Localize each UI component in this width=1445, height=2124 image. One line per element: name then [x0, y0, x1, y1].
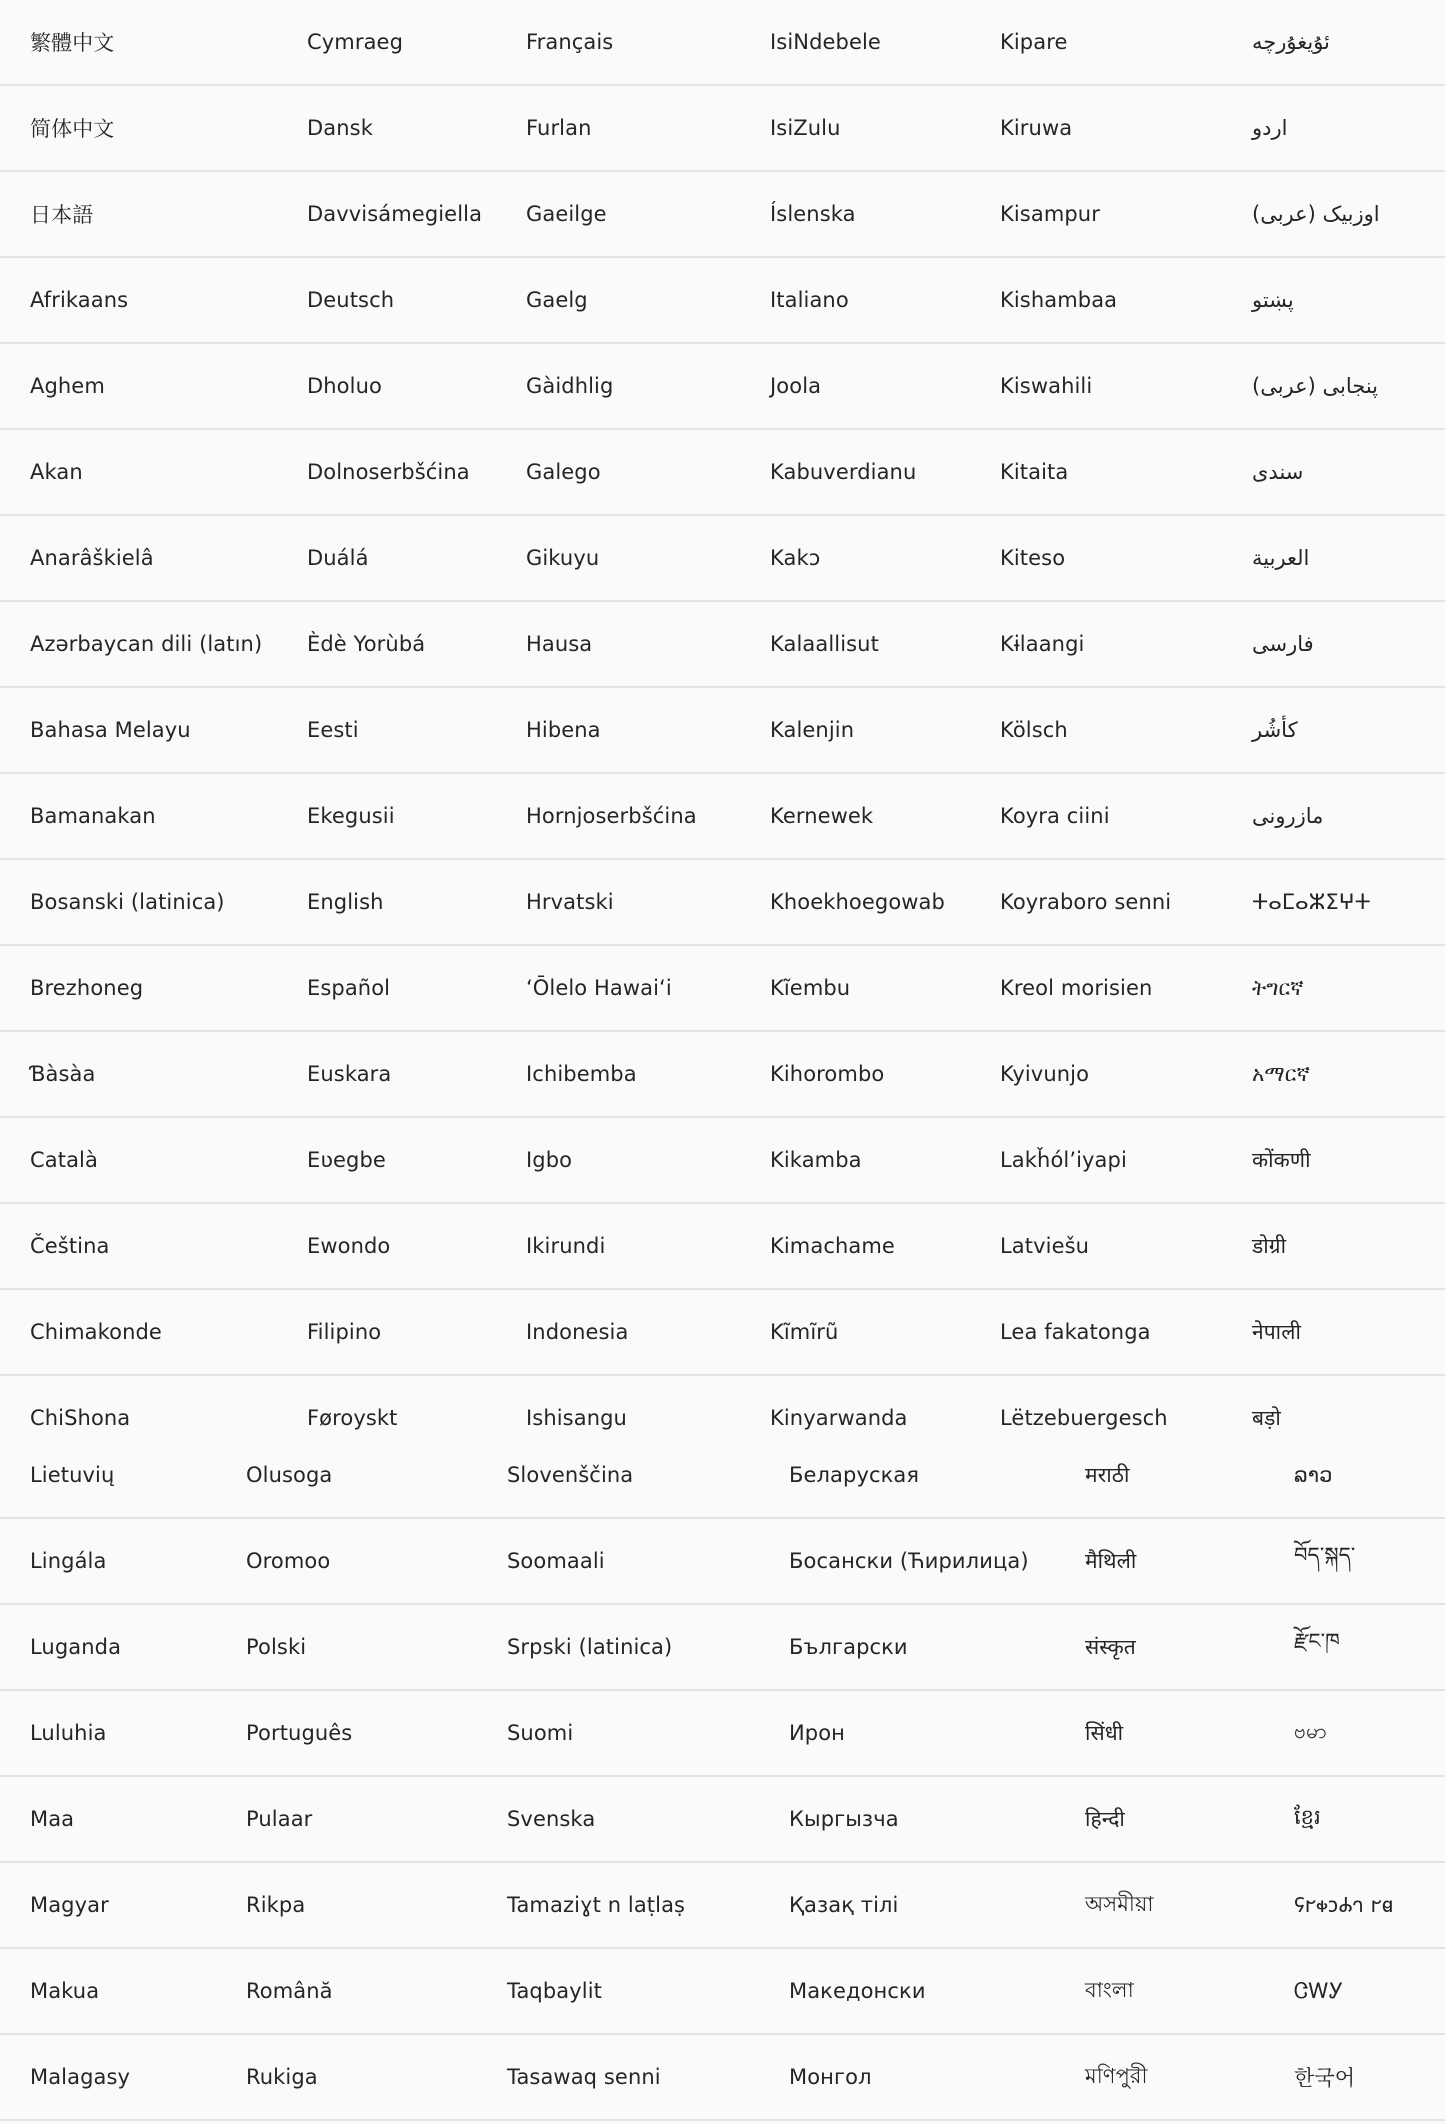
language-option[interactable]: རྫོང་ཁ	[1294, 1628, 1340, 1653]
language-option[interactable]: Slovenščina	[507, 1463, 634, 1487]
language-option[interactable]: Català	[30, 1148, 98, 1172]
language-option[interactable]: اردو	[1252, 116, 1288, 140]
language-option[interactable]: संस्कृत	[1085, 1635, 1136, 1659]
language-option[interactable]: Kabuverdianu	[770, 460, 917, 484]
language-option[interactable]: मैथिली	[1085, 1549, 1137, 1573]
language-option[interactable]: پنجابی (عربی)	[1252, 374, 1379, 398]
language-option[interactable]: Kipare	[1000, 30, 1068, 54]
language-option[interactable]: IsiNdebele	[770, 30, 881, 54]
language-option[interactable]: Galego	[526, 460, 601, 484]
language-option[interactable]: Dolnoserbšćina	[307, 460, 470, 484]
language-option[interactable]: Kiswahili	[1000, 374, 1093, 398]
language-option[interactable]: ትግርኛ	[1252, 975, 1304, 1000]
language-row	[0, 86, 1445, 172]
language-option[interactable]: Kalaallisut	[770, 632, 879, 656]
language-option[interactable]: Eʋegbe	[307, 1148, 386, 1172]
language-option[interactable]: Ewondo	[307, 1234, 391, 1258]
language-option[interactable]: Босански (Ћирилица)	[789, 1549, 1029, 1573]
language-option[interactable]: ChiShona	[30, 1406, 131, 1430]
language-option[interactable]: বাংলা	[1085, 1977, 1134, 2002]
language-option[interactable]: Dholuo	[307, 374, 382, 398]
language-option[interactable]: Kimachame	[770, 1234, 895, 1258]
language-option[interactable]: Беларуская	[789, 1463, 920, 1487]
language-option[interactable]: Ishisangu	[526, 1406, 627, 1430]
language-option[interactable]: Olusoga	[246, 1463, 333, 1487]
language-option[interactable]: Furlan	[526, 116, 592, 140]
language-option[interactable]: सिंधी	[1085, 1721, 1124, 1745]
language-option[interactable]: Rikpa	[246, 1893, 306, 1917]
language-option[interactable]: Èdè Yorùbá	[307, 632, 426, 656]
language-option[interactable]: Hibena	[526, 718, 601, 742]
language-row	[0, 1863, 1445, 1949]
language-row	[0, 946, 1445, 1032]
language-option[interactable]: Gàidhlig	[526, 374, 614, 398]
language-option[interactable]: Koyraboro senni	[1000, 890, 1172, 914]
language-row	[0, 1691, 1445, 1777]
language-option[interactable]: አማርኛ	[1252, 1061, 1310, 1086]
language-option[interactable]: Kĩembu	[770, 976, 851, 1000]
language-option[interactable]: Tamaziɣt n laṭlaṣ	[507, 1893, 686, 1917]
language-option[interactable]: Kisampur	[1000, 202, 1100, 226]
language-option[interactable]: অসমীয়া	[1085, 1891, 1154, 1916]
language-option[interactable]: Кыргызча	[789, 1807, 899, 1831]
language-option[interactable]: Luluhia	[30, 1721, 107, 1745]
language-option[interactable]: Eesti	[307, 718, 359, 742]
language-option[interactable]: Akan	[30, 460, 83, 484]
language-option[interactable]: کأشُر	[1252, 718, 1298, 742]
language-option[interactable]: Монгол	[789, 2065, 872, 2089]
language-option[interactable]: Lea fakatonga	[1000, 1320, 1151, 1344]
language-option[interactable]: Igbo	[526, 1148, 573, 1172]
language-option[interactable]: Rukiga	[246, 2065, 318, 2089]
language-option[interactable]: Español	[307, 976, 391, 1000]
language-option[interactable]: Ekegusii	[307, 804, 395, 828]
language-option[interactable]: ⵜⴰⵎⴰⵣⵉⵖⵜ	[1252, 890, 1371, 914]
language-option[interactable]: Ikirundi	[526, 1234, 606, 1258]
language-option[interactable]: ខ្មែរ	[1294, 1804, 1321, 1829]
language-option[interactable]: Indonesia	[526, 1320, 629, 1344]
language-option[interactable]: Srpski (latinica)	[507, 1635, 673, 1659]
language-option[interactable]: Hornjoserbšćina	[526, 804, 697, 828]
language-option[interactable]: Čeština	[30, 1234, 110, 1258]
language-option[interactable]: Português	[246, 1721, 353, 1745]
language-row	[0, 688, 1445, 774]
language-option[interactable]: ᏣᎳᎩ	[1294, 1978, 1344, 2003]
language-option[interactable]: Ирон	[789, 1721, 846, 1745]
language-option[interactable]: العربية	[1252, 546, 1310, 570]
language-option[interactable]: IsiZulu	[770, 116, 841, 140]
language-option[interactable]: Brezhoneg	[30, 976, 144, 1000]
language-list-bottom	[0, 1433, 1445, 2121]
language-option[interactable]: Taqbaylit	[507, 1979, 602, 2003]
language-option[interactable]: Italiano	[770, 288, 849, 312]
language-row	[0, 344, 1445, 430]
language-option[interactable]: Bamanakan	[30, 804, 156, 828]
language-option[interactable]: Afrikaans	[30, 288, 129, 312]
language-option[interactable]: Soomaali	[507, 1549, 605, 1573]
language-option[interactable]: Kinyarwanda	[770, 1406, 908, 1430]
language-option[interactable]: बड़ो	[1252, 1406, 1281, 1430]
language-row	[0, 258, 1445, 344]
language-option[interactable]: Македонски	[789, 1979, 926, 2003]
language-option[interactable]: پښتو	[1252, 288, 1294, 312]
language-option[interactable]: মণিপুরী	[1085, 2063, 1148, 2088]
language-option[interactable]: Hrvatski	[526, 890, 614, 914]
language-option[interactable]: Polski	[246, 1635, 307, 1659]
language-option[interactable]: Khoekhoegowab	[770, 890, 945, 914]
language-option[interactable]: मराठी	[1085, 1463, 1130, 1487]
language-option[interactable]: Makua	[30, 1979, 100, 2003]
language-option[interactable]: Kiruwa	[1000, 116, 1073, 140]
language-option[interactable]: Kreol morisien	[1000, 976, 1153, 1000]
language-option[interactable]: Lietuvių	[30, 1463, 115, 1487]
language-option[interactable]: हिन्दी	[1085, 1807, 1125, 1831]
language-option[interactable]: 繁體中文	[30, 31, 115, 55]
language-option[interactable]: Svenska	[507, 1807, 596, 1831]
language-option[interactable]: Anarâškielâ	[30, 546, 154, 570]
language-option[interactable]: Íslenska	[770, 202, 856, 226]
language-option[interactable]: Hausa	[526, 632, 593, 656]
language-option[interactable]: Български	[789, 1635, 908, 1659]
language-option[interactable]: Tasawaq senni	[507, 2065, 661, 2089]
language-option[interactable]: Gaelg	[526, 288, 588, 312]
language-option[interactable]: اوزبیک (عربی)	[1252, 202, 1380, 226]
language-option[interactable]: Ɓàsàa	[30, 1062, 96, 1086]
language-option[interactable]: Қазақ тілі	[789, 1893, 899, 1917]
language-option[interactable]: 한국어	[1294, 2066, 1356, 2090]
language-row	[0, 1519, 1445, 1605]
language-option[interactable]: Français	[526, 30, 614, 54]
language-row	[0, 2035, 1445, 2121]
language-option[interactable]: Gaeilge	[526, 202, 607, 226]
language-row	[0, 1777, 1445, 1863]
language-option[interactable]: ລາວ	[1294, 1463, 1333, 1487]
language-option[interactable]: Malagasy	[30, 2065, 131, 2089]
language-option[interactable]: Bosanski (latinica)	[30, 890, 225, 914]
language-row	[0, 602, 1445, 688]
language-option[interactable]: डोग्री	[1252, 1234, 1287, 1258]
language-option[interactable]: Kalenjin	[770, 718, 855, 742]
language-option[interactable]: ဗမာ	[1294, 1718, 1327, 1743]
language-option[interactable]: 简体中文	[30, 117, 115, 141]
language-option[interactable]: Cymraeg	[307, 30, 403, 54]
language-row	[0, 1032, 1445, 1118]
language-option[interactable]: Koyra ciini	[1000, 804, 1110, 828]
language-option[interactable]: Kitaita	[1000, 460, 1069, 484]
language-option[interactable]: 日本語	[30, 203, 94, 227]
language-option[interactable]: Pulaar	[246, 1807, 313, 1831]
language-row	[0, 516, 1445, 602]
language-option[interactable]: Bahasa Melayu	[30, 718, 191, 742]
language-option[interactable]: Lëtzebuergesch	[1000, 1406, 1168, 1430]
language-option[interactable]: Kishambaa	[1000, 288, 1118, 312]
language-row	[0, 860, 1445, 946]
language-option[interactable]: བོད་སྐད་	[1294, 1542, 1356, 1567]
language-option[interactable]: 𐐖𐐲𐑉𐑋𐐌𐐻 𐐲𐐼	[1294, 1893, 1394, 1917]
language-option[interactable]: नेपाली	[1252, 1320, 1301, 1344]
language-option[interactable]: ʻŌlelo Hawaiʻi	[526, 976, 672, 1000]
language-row	[0, 0, 1445, 86]
language-option[interactable]: Lingála	[30, 1549, 107, 1573]
language-option[interactable]: Kölsch	[1000, 718, 1068, 742]
language-row	[0, 1204, 1445, 1290]
language-row	[0, 172, 1445, 258]
language-option[interactable]: سندی	[1252, 460, 1304, 484]
language-option[interactable]: ئۇيغۇرچە	[1252, 30, 1330, 54]
language-option[interactable]: Chimakonde	[30, 1320, 162, 1344]
language-row	[0, 1949, 1445, 2035]
language-row	[0, 774, 1445, 860]
language-option[interactable]: Kiteso	[1000, 546, 1066, 570]
language-option[interactable]: Kĩmĩrũ	[770, 1320, 839, 1344]
language-option[interactable]: Deutsch	[307, 288, 395, 312]
language-option[interactable]: कोंकणी	[1252, 1148, 1311, 1172]
language-option[interactable]: Joola	[770, 374, 822, 398]
language-option[interactable]: Aghem	[30, 374, 105, 398]
language-option[interactable]: Azərbaycan dili (latın)	[30, 632, 263, 656]
language-option[interactable]: Kakɔ	[770, 546, 821, 570]
language-option[interactable]: Ichibemba	[526, 1062, 637, 1086]
language-option[interactable]: Magyar	[30, 1893, 109, 1917]
language-option[interactable]: Latviešu	[1000, 1234, 1090, 1258]
language-row	[0, 1605, 1445, 1691]
language-option[interactable]: Dansk	[307, 116, 373, 140]
language-option[interactable]: فارسی	[1252, 632, 1314, 656]
language-row	[0, 1290, 1445, 1376]
language-option[interactable]: Kyivunjo	[1000, 1062, 1090, 1086]
language-row	[0, 1433, 1445, 1519]
language-option[interactable]: Euskara	[307, 1062, 392, 1086]
language-option[interactable]: Kernewek	[770, 804, 874, 828]
language-option[interactable]: Lakȟólʼiyapi	[1000, 1148, 1127, 1172]
language-option[interactable]: Gikuyu	[526, 546, 600, 570]
language-option[interactable]: Filipino	[307, 1320, 382, 1344]
language-option[interactable]: Maa	[30, 1807, 75, 1831]
language-option[interactable]: Duálá	[307, 546, 369, 570]
language-option[interactable]: Luganda	[30, 1635, 122, 1659]
language-option[interactable]: Română	[246, 1979, 333, 2003]
language-option[interactable]: Davvisámegiella	[307, 202, 483, 226]
language-option[interactable]: Kikamba	[770, 1148, 862, 1172]
language-option[interactable]: Føroyskt	[307, 1406, 398, 1430]
language-option[interactable]: Suomi	[507, 1721, 574, 1745]
language-row	[0, 1118, 1445, 1204]
language-option[interactable]: Kihorombo	[770, 1062, 885, 1086]
language-option[interactable]: مازرونی	[1252, 804, 1324, 828]
language-option[interactable]: English	[307, 890, 384, 914]
language-row	[0, 430, 1445, 516]
language-option[interactable]: Kɨlaangi	[1000, 632, 1085, 656]
language-option[interactable]: Oromoo	[246, 1549, 331, 1573]
